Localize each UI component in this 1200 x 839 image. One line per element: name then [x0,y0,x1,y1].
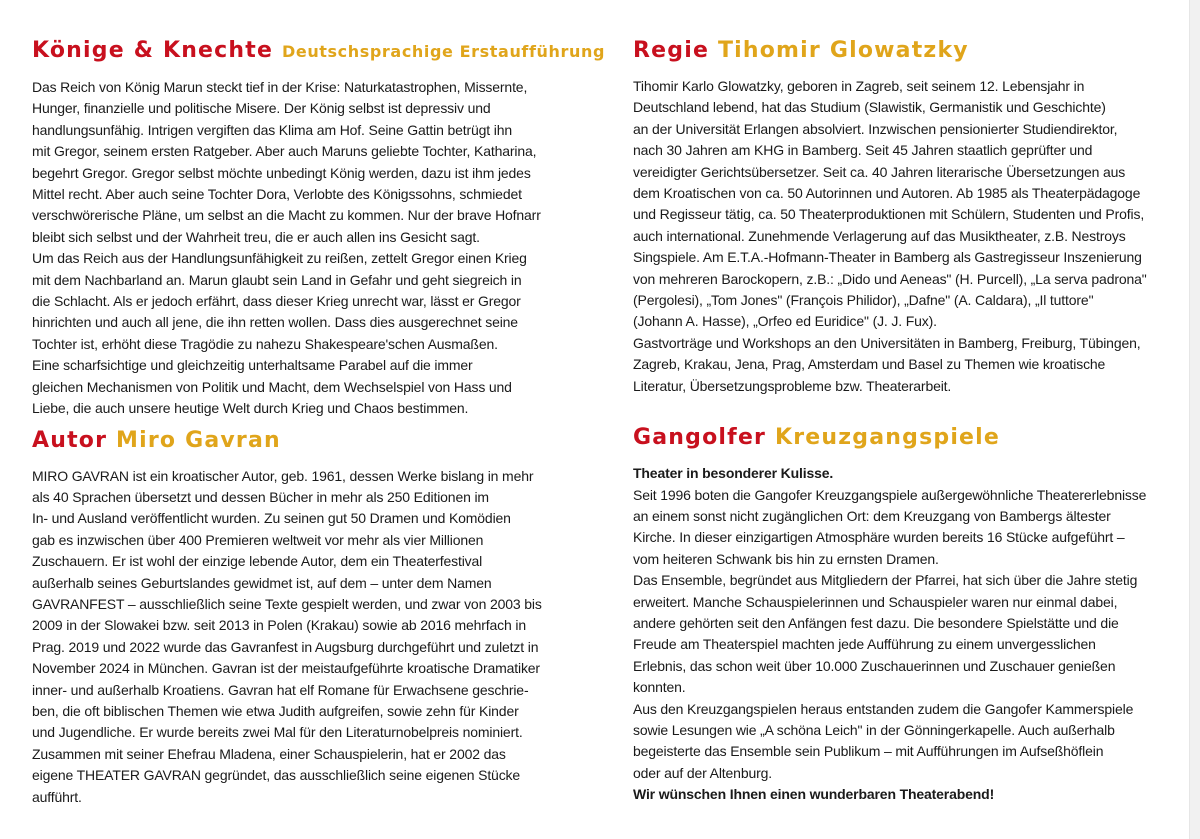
text-line: Singspiele. Am E.T.A.-Hofmann-Theater in Bamberg als Gastregisseur Inszenierung [633,249,1142,266]
text-line: gab es inzwischen über 400 Premieren weltweit vor mehr als vier Millionen [32,531,484,548]
text-line: Tihomir Karlo Glowatzky, geboren in Zagreb, seit seinem 12. Lebensjahr in [633,78,1085,94]
text-line: oder auf der Altenburg. [633,764,772,781]
text-line: In- und Ausland veröffentlicht wurden. Zu seinen gut 50 Dramen und Komödien [32,510,511,527]
text-line: Prag. 2019 und 2022 wurde das Gavranfest in Augsburg durchgeführt und zuletzt in [32,638,539,655]
heading-subtitle: Miro Gavran [116,427,281,453]
text-line: und Jugendliche. Er wurde bereits zwei Mal für den Literaturnobelpreis nominiert. [32,724,523,741]
text-line: von mehreren Barockopern, z.B.: „Dido und Aeneas" (H. Purcell), „La serva padrona" [633,270,1147,287]
text-line: die Schlacht. Als er jedoch erfährt, dass dieser Krieg unrecht war, lässt er Gregor [32,293,521,310]
text-line: konnten. [633,679,686,696]
text-line: Aus den Kreuzgangspielen heraus entstanden zudem die Gangofer Kammerspiele [633,700,1134,717]
text-line: nach 30 Jahren am KHG in Bamberg. Seit 45 Jahren staatlich geprüfter und [633,142,1093,159]
section-regie [633,38,1163,397]
text-line: als 40 Sprachen übersetzt und dessen Bücher in mehr als 250 Editionen im [32,488,489,505]
section-heading [32,38,606,65]
text-line: vereidigter Gerichtsübersetzer. Seit ca. 40 Jahren literarische Übersetzungen aus [633,163,1126,180]
section-gangolfer [633,425,1163,806]
right-column [633,38,1163,806]
text-line: begehrt Gregor. Gregor selbst möchte unbedingt König werden, dazu ist ihm jedes [32,164,531,181]
section-body [32,466,562,809]
text-line: dem Kroatischen von ca. 50 Autorinnen und Autoren. Ab 1985 als Theaterpädagoge [633,185,1141,202]
section-koenige-knechte [32,38,606,420]
text-line: sowie Lesungen wie „A schöna Leich" in der Gönningerkapelle. Auch außerhalb [633,721,1115,738]
text-line: Zusammen mit seiner Ehefrau Mladena, einer Schauspielerin, hat er 2002 das [32,745,506,762]
text-line: Erlebnis, das schon weit über 10.000 Zuschauerinnen und Zuschauer genießen [633,657,1116,674]
heading-title: Könige & Knechte [32,38,274,63]
text-line: mit Gregor, seinem ersten Ratgeber. Aber auch Maruns geliebte Tochter, Katharina, [32,143,537,160]
text-line: (Pergolesi), „Tom Jones" (François Philidor), „Dafne" (A. Caldara), „Il tuttore" [633,292,1094,309]
text-line: Eine scharfsichtige und gleichzeitig unterhaltsame Parabel auf die immer [32,357,473,374]
section-heading [633,38,1163,64]
left-column [32,38,606,808]
text-line: MIRO GAVRAN ist ein kroatischer Autor, geb. 1961, dessen Werke bislang in mehr [32,467,534,484]
text-line: ben, die oft biblischen Themen wie etwa Judith aufgreifen, sowie zehn für Kinder [32,702,519,719]
text-line: bleibt sich selbst und der Wahrheit treu, die er auch allen ins Gesicht sagt. [32,228,480,245]
text-line: erweitert. Manche Schauspielerinnen und Schauspieler waren nur einmal dabei, [633,593,1118,610]
text-line: (Johann A. Hasse), „Orfeo ed Euridice" (J. J. Fux). [633,313,937,330]
heading-title: Gangolfer [633,425,767,451]
text-line: an einem sonst nicht zugänglichen Ort: dem Kreuzgang von Bambergs ältester [633,507,1111,524]
text-line: Tochter ist, erhöht diese Tragödie zu nahezu Shakespeare'schen Ausmaßen. [32,335,498,352]
text-line: Gastvorträge und Workshops an den Universitäten in Bamberg, Freiburg, Tübingen, [633,334,1141,351]
section-body [32,77,562,420]
text-line: Freude am Theaterspiel machten jede Aufführung zu einem unvergesslichen [633,636,1096,653]
text-line: aufführt. [32,788,82,805]
text-line: Zagreb, Krakau, Jena, Prag, Amsterdam und Basel zu Themen wie kroatische [633,356,1106,373]
text-line: 2009 in der Slowakei bzw. seit 2013 in Polen (Krakau) sowie ab 2016 mehrfach in [32,617,527,634]
text-line: Hunger, finanzielle und politische Misere. Der König selbst ist depressiv und [32,100,491,117]
text-line: vom heiteren Schwank bis hin zu ernsten Dramen. [633,550,939,567]
text-line: andere gehörten seit den Anfängen fest dazu. Die besondere Spielstätte und die [633,614,1119,631]
heading-subtitle: Kreuzgangspiele [774,425,1001,451]
section-heading [633,425,1163,451]
section-body [633,76,1163,397]
section-body [633,463,1163,806]
text-line: Das Ensemble, begründet aus Mitgliedern der Pfarrei, hat sich über die Jahre stetig [633,572,1138,589]
text-line: Seit 1996 boten die Gangofer Kreuzgangspiele außergewöhnliche Theatererlebnisse [633,486,1147,503]
heading-title: Regie [633,38,710,63]
text-line: gleichen Mechanismen von Politik und Macht, dem Wechselspiel von Hass und [32,378,512,395]
text-line: handlungsunfähig. Intrigen vergiften das Klima am Hof. Seine Gattin betrügt ihn [32,121,513,138]
section-autor [32,428,562,809]
heading-subtitle: Tihomir Glowatzky [717,38,969,63]
text-line: Kirche. In dieser einzigartigen Atmosphäre wurden bereits 16 Stücke aufgeführt – [633,529,1125,546]
text-line: Zuschauern. Er ist wohl der einzige lebende Autor, dem ein Theaterfestival [32,553,483,570]
section-heading [32,428,562,454]
text-line: Deutschland lebend, hat das Studium (Slawistik, Germanistik und Geschichte) [633,99,1106,116]
text-line: inner- und außerhalb Kroatiens. Gavran hat elf Romane für Erwachsene geschrie- [32,681,529,698]
text-line: Das Reich von König Marun steckt tief in der Krise: Naturkatastrophen, Missernte, [32,79,528,95]
text-line: November 2024 in München. Gavran ist der meistaufgeführte kroatische Dramatiker [32,660,540,677]
text-line: Liebe, die auch unsere heutige Welt durch Krieg und Chaos bestimmen. [32,400,469,417]
scrollbar[interactable] [1189,0,1200,839]
heading-subtitle: Deutschsprachige Erstaufführung [281,42,606,61]
text-line: begeisterte das Ensemble sein Publikum – mit Aufführungen im Aufseßhöflein [633,743,1104,760]
text-line: GAVRANFEST – ausschließlich seine Texte gespielt werden, und zwar von 2003 bis [32,595,542,612]
lead-line: Theater in besonderer Kulisse. [633,465,834,482]
closing-line: Wir wünschen Ihnen einen wunderbaren Theaterabend! [633,786,995,803]
text-line: und Regisseur tätig, ca. 50 Theaterproduktionen mit Schülern, Studenten und Profis, [633,206,1145,223]
text-line: mit dem Nachbarland an. Marun glaubt sein Land in Gefahr und geht siegreich in [32,271,522,288]
heading-title: Autor [32,427,108,453]
text-line: auch international. Zunehmende Verlagerung auf das Musiktheater, z.B. Nestroys [633,227,1126,244]
text-line: hinrichten und auch all jene, die ihn retten wollen. Dass dies ausgerechnet seine [32,314,518,331]
text-line: an der Universität Erlangen absolviert. Inzwischen pensionierter Studiendirektor, [633,120,1118,137]
text-line: Literatur, Übersetzungsprobleme bzw. Theaterarbeit. [633,377,952,394]
text-line: außerhalb seines Geburtslandes gewidmet ist, auf dem – unter dem Namen [32,574,492,591]
text-line: Mittel recht. Aber auch seine Tochter Dora, Verlobte des Königssohns, schmiedet [32,186,522,203]
text-line: eigene THEATER GAVRAN gegründet, das ausschließlich seine eigenen Stücke [32,767,521,784]
text-line: verschwörerische Pläne, um selbst an die Macht zu kommen. Nur der brave Hofnarr [32,207,541,224]
text-line: Um das Reich aus der Handlungsunfähigkeit zu reißen, zettelt Gregor einen Krieg [32,250,527,267]
